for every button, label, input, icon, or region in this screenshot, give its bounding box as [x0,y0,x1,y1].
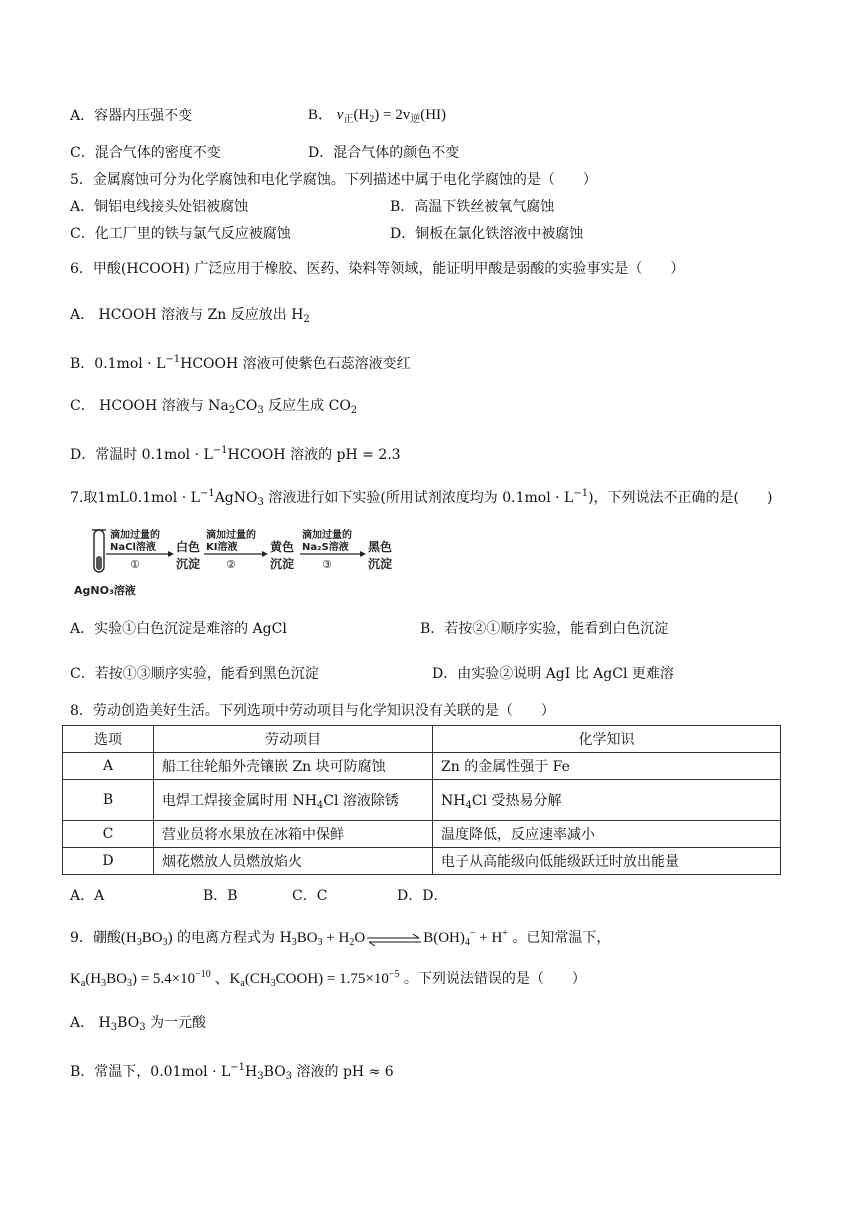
table-row [63,780,781,821]
q5-option-c: C．化工厂里的铁与氯气反应被腐蚀 [70,226,291,242]
arrow3-step: ③ [322,558,332,571]
q7-option-a: A．实验①白色沉淀是难溶的 AgCl [70,621,287,637]
row-option: B [63,780,154,821]
product2-line2: 沉淀 [270,557,295,571]
product1-line2: 沉淀 [176,557,201,571]
q4-option-d: D．混合气体的颜色不变 [308,145,460,161]
q8-answer-c: C．C [292,888,328,904]
row-option: C [63,821,154,848]
q6-stem: 6．甲酸(HCOOH) 广泛应用于橡胶、医药、染料等领域，能证明甲酸是弱酸的实验事实是（ ） [70,261,685,277]
arrow1-head [168,551,174,557]
q8-answer-b: B．B [203,888,238,904]
arrow1-reagent: NaCl溶液 [110,542,156,553]
q7-option-d: D．由实验②说明 AgI 比 AgCl 更难溶 [432,666,674,682]
q9-stem: 9．硼酸$(H_3BO_3)$ 的电离方程式为 $H_3BO_3 + H_2O$ $B(OH)_4^- + H^+$ 。已知常温下， [70,928,611,948]
row-option: A [63,753,154,780]
q6-option-b: B．$0.1mol \cdot L^{-1}HCOOH$ 溶液可使紫色石蕊溶液变红 [70,354,411,372]
product3-line2: 沉淀 [368,557,392,571]
q9-option-a: A． $H_3BO_3$ 为一元酸 [70,1015,207,1033]
q4-option-a: A．容器内压强不变 [70,108,193,124]
q9-option-b: B．常温下，$0.01mol \cdot L^{-1}H_3BO_3$ 溶液的 pH ≈ 6 [70,1062,394,1082]
q5-stem: 5．金属腐蚀可分为化学腐蚀和电化学腐蚀。下列描述中属于电化学腐蚀的是（ ） [70,172,597,188]
equilibrium-arrow-icon [365,932,423,944]
q5-option-a: A．铜铝电线接头处铝被腐蚀 [70,199,249,215]
row-labor: 船工往轮船外壳镶嵌 Zn 块可防腐蚀 [154,753,433,780]
table-row [63,821,781,848]
arrow1-step: ① [130,558,140,571]
q6-option-d: D．常温时 $0.1mol \cdot L^{-1}HCOOH$ 溶液的 pH = 2.3 [70,445,401,463]
arrow2-top: 滴加过量的 [206,530,256,541]
q5-option-b: B．高温下铁丝被氧气腐蚀 [390,199,555,215]
table-row [63,848,781,875]
row-chem: $NH_4Cl$ 受热易分解 [433,780,781,821]
q7-experiment-diagram [72,520,392,600]
header-labor: 劳动项目 [154,726,433,753]
arrow3-reagent: Na₂S溶液 [302,542,349,553]
header-chem: 化学知识 [433,726,781,753]
q8-table [62,725,781,875]
q7-stem: 7.取$1mL0.1mol \cdot L^{-1}AgNO_3$ 溶液进行如下实验(所用试剂浓度均为 $0.1mol \cdot L^{-1}$)，下列说法不正确的是( ) [70,488,773,508]
arrow2-head [262,551,268,557]
arrow3-top: 滴加过量的 [302,530,352,541]
row-chem: Zn 的金属性强于 Fe [433,753,781,780]
header-option: 选项 [63,726,154,753]
table-header-row [63,726,781,753]
q8-stem: 8．劳动创造美好生活。下列选项中劳动项目与化学知识没有关联的是（ ） [70,703,555,719]
q6-option-a: A． HCOOH 溶液与 Zn 反应放出 $H_2$ [70,307,310,325]
test-tube-icon [92,530,106,572]
row-chem: 电子从高能级向低能级跃迁时放出能量 [433,848,781,875]
product2-line1: 黄色 [270,540,295,554]
q7-option-b: B．若按②①顺序实验，能看到白色沉淀 [420,621,669,637]
row-labor: 电焊工焊接金属时用 $NH_4Cl$ 溶液除锈 [154,780,433,821]
tube-label: AgNO₃溶液 [74,584,136,597]
arrow2-step: ② [226,558,236,571]
q7-option-c: C．若按①③顺序实验，能看到黑色沉淀 [70,666,319,682]
arrow2-reagent: KI溶液 [206,542,238,553]
q9-ka-values: $K_a(H_3BO_3) = 5.4\times 10^{-10}$ 、$K_a(CH_3COOH) = 1.75\times 10^{-5}$ 。下列说法错误的是（ ） [70,969,586,989]
q8-answer-a: A．A [70,888,105,904]
row-labor: 营业员将水果放在冰箱中保鲜 [154,821,433,848]
table-row [63,753,781,780]
arrow1-top: 滴加过量的 [110,530,160,541]
row-chem: 温度降低，反应速率减小 [433,821,781,848]
q4-option-c: C．混合气体的密度不变 [70,145,221,161]
q5-option-d: D．铜板在氯化铁溶液中被腐蚀 [390,226,584,242]
product3-line1: 黑色 [368,540,392,554]
row-labor: 烟花燃放人员燃放焰火 [154,848,433,875]
row-option: D [63,848,154,875]
q6-option-c: C． HCOOH 溶液与 $Na_2CO_3$ 反应生成 $CO_2$ [70,398,358,416]
product1-line1: 白色 [176,540,201,554]
q8-answer-d: D．D． [397,888,448,904]
q4-option-b: B． $v_正(H_2) = 2v_逆(HI)$ [308,107,447,125]
arrow3-head [360,551,366,557]
